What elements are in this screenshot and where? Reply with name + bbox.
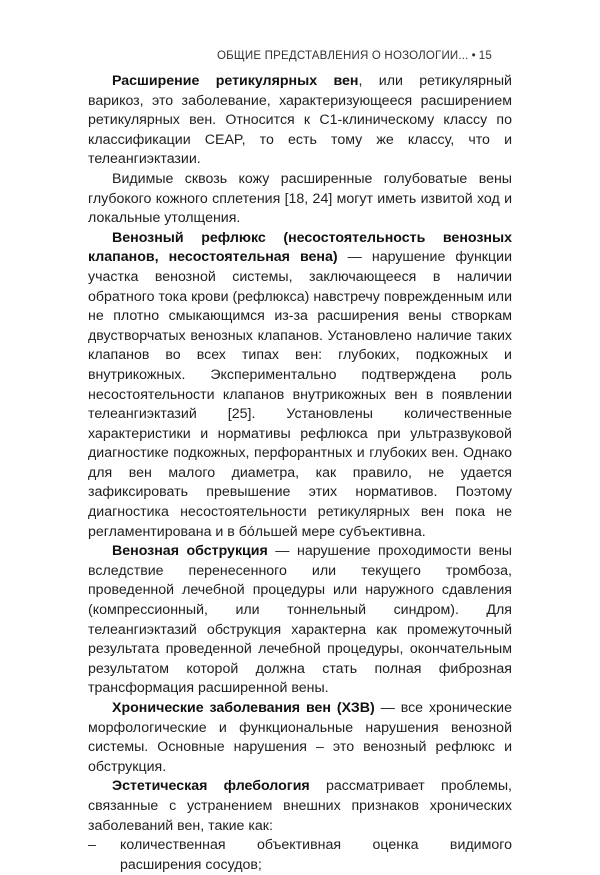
definition: — все хронические морфологические и функциональные нарушения венозной системы. Основные нарушения – это венозный рефлюкс и обструкция. (88, 700, 512, 775)
running-header (217, 50, 492, 62)
term: Эстетическая флебология (112, 778, 310, 795)
list-item-text: количественная объективная оценка видимого расширения сосудов; (120, 837, 512, 873)
bullet-list (88, 836, 512, 875)
main-text (88, 72, 512, 875)
definition: — нарушение функции участка венозной системы, заключающееся в наличии обратного тока крови (рефлюкса) навстречу поврежденным или не плотно смыкающимся из-за расширения вены створкам двустворчатых венозных клапанов. Установлено наличие таких клапанов во всех типах вен: глубоких, подкожных и внутрикожных. Экспериментально подтверждена роль несостоятельности клапанов внутрикожных вен в появлении телеангиэктазий [25]. Установлены количественные характеристики и нормативы рефлюкса при ультразвуковой диагностике подкожных, перфорантных и глубоких вен. Однако для вен малого диаметра, как правило, не удается зафиксировать превышение этих нормативов. Поэтому диагностика несостоятельности ретикулярных вен пока не регламентирована и в бóльшей мере субъективна. (88, 249, 512, 540)
paragraph-reticular-veins (88, 72, 512, 170)
term: Расширение ретикулярных вен (112, 73, 359, 89)
paragraph-venous-reflux (88, 229, 512, 543)
term: Хронические заболевания вен (ХЗВ) (112, 700, 375, 716)
page-number: 15 (478, 50, 492, 62)
term: Венозная обструкция (112, 543, 268, 560)
definition: , или ретикулярный варикоз, это заболевание, характеризующееся расширением ретикулярных вен. Относится к C1-клиническому классу по классификации CEAP, то есть тому же классу, что и телеангиэктазии. (88, 73, 512, 168)
paragraph-aesthetic-phlebology (88, 777, 512, 836)
paragraph-visible-veins (88, 170, 512, 229)
section-title: ОБЩИЕ ПРЕДСТАВЛЕНИЯ О НОЗОЛОГИИ... (217, 50, 469, 62)
term: Венозный рефлюкс (несостоятельность венозных клапанов, несостоятельная вена) (88, 229, 512, 266)
bullet-dash: – (88, 837, 96, 854)
header-separator: • (471, 50, 476, 62)
definition: рассматривает проблемы, связанные с устранением внешних признаков хронических заболеваний вен, такие как: (88, 778, 512, 834)
paragraph-venous-obstruction (88, 542, 512, 699)
paragraph-chronic-venous-disease (88, 699, 512, 777)
list-item (88, 836, 512, 875)
definition: — нарушение проходимости вены вследствие перенесенного или текущего тромбоза, проведенной лечебной процедуры или наружного сдавления (компрессионный, или тоннельный синдром). Для телеангиэктазий обструкция характерна как промежуточный результата проведенной лечебной процедуры, окончательным результатом которой должна стать полная фиброзная трансформация расширенной вены. (88, 543, 512, 697)
paragraph-text: Видимые сквозь кожу расширенные голубоватые вены глубокого кожного сплетения [18, 24] могут иметь извитой ход и локальные утолщения. (88, 170, 512, 227)
